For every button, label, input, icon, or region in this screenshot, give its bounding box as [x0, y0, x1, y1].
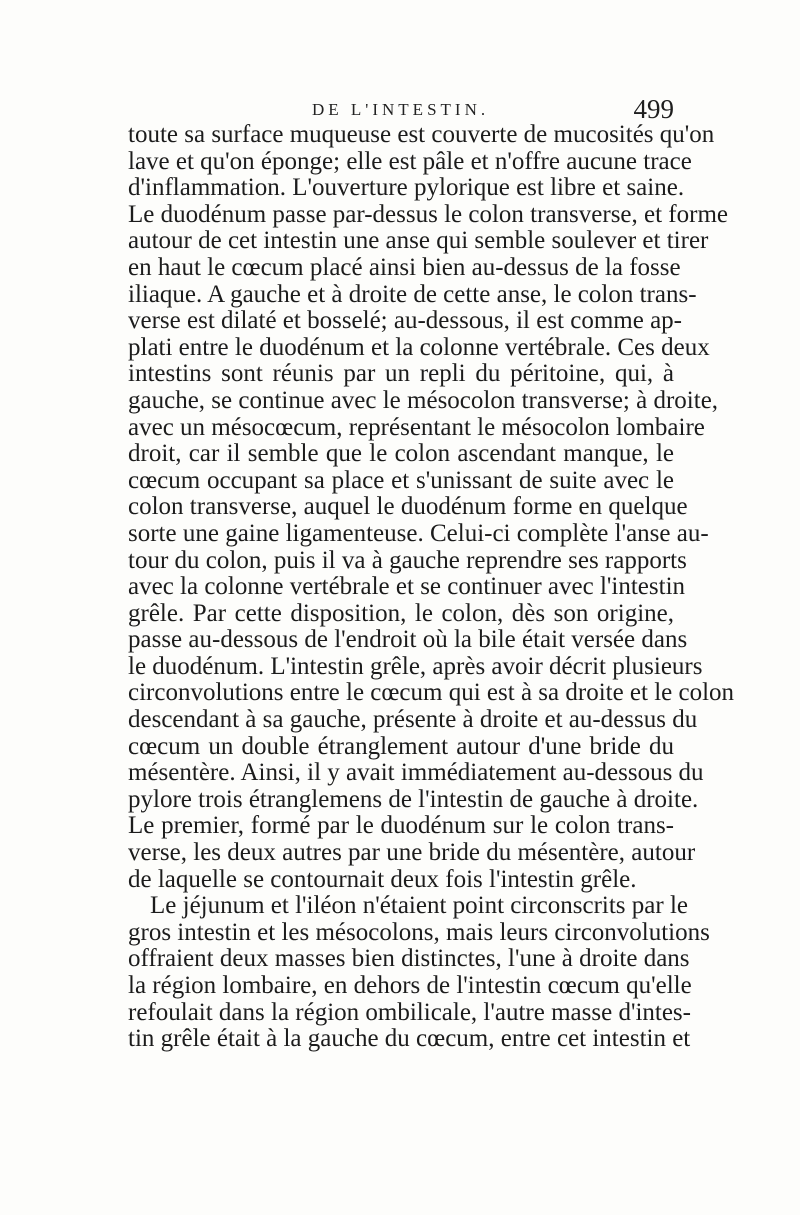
- page-number: 499: [633, 94, 674, 124]
- text-line: verse, les deux autres par une bride du mésentère, autour: [128, 839, 696, 867]
- text-line: iliaque. A gauche et à droite de cette anse, le colon trans-: [128, 280, 697, 308]
- text-line: offraient deux masses bien distinctes, l'une à droite dans: [128, 945, 690, 973]
- running-title: DE L'INTESTIN.: [312, 100, 490, 119]
- text-line: passe au-dessous de l'endroit où la bile était versée dans: [128, 626, 688, 654]
- text-line: Le jéjunum et l'iléon n'étaient point circonscrits par le: [150, 892, 689, 920]
- text-line: pylore trois étranglemens de l'intestin de gauche à droite.: [128, 785, 699, 813]
- text-line: descendant à sa gauche, présente à droite et au-dessus du: [128, 706, 698, 734]
- text-line: d'inflammation. L'ouverture pylorique est libre et saine.: [128, 174, 685, 202]
- body-text: [128, 121, 735, 1053]
- text-line: gauche, se continue avec le mésocolon transverse; à droite,: [128, 386, 719, 414]
- text-line: intestins sont réunis par un repli du péritoine, qui, à: [128, 360, 674, 388]
- text-line: en haut le cœcum placé ainsi bien au-dessus de la fosse: [128, 253, 681, 281]
- text-line: le duodénum. L'intestin grêle, après avoir décrit plusieurs: [128, 652, 703, 680]
- text-line: avec un mésocœcum, représentant le mésocolon lombaire: [128, 413, 705, 441]
- text-line: grêle. Par cette disposition, le colon, dès son origine,: [128, 599, 674, 627]
- text-line: lave et qu'on éponge; elle est pâle et n'offre aucune trace: [128, 147, 692, 175]
- text-line: avec la colonne vertébrale et se continuer avec l'intestin: [128, 573, 686, 601]
- text-line: la région lombaire, en dehors de l'intestin cœcum qu'elle: [128, 972, 692, 999]
- text-line: plati entre le duodénum et la colonne vertébrale. Ces deux: [128, 333, 710, 361]
- text-line: gros intestin et les mésocolons, mais leurs circonvolutions: [128, 918, 710, 946]
- text-line: droit, car il semble que le colon ascendant manque, le: [128, 440, 674, 468]
- text-line: autour de cet intestin une anse qui semble soulever et tirer: [128, 227, 709, 255]
- text-line: mésentère. Ainsi, il y avait immédiatement au-dessous du: [128, 759, 704, 787]
- text-line: cœcum occupant sa place et s'unissant de suite avec le: [128, 466, 674, 494]
- text-line: cœcum un double étranglement autour d'une bride du: [128, 732, 674, 760]
- text-line: circonvolutions entre le cœcum qui est à sa droite et le colon: [128, 679, 735, 707]
- text-line: tour du colon, puis il va à gauche reprendre ses rapports: [128, 546, 687, 574]
- text-line: Le duodénum passe par-dessus le colon transverse, et forme: [128, 200, 728, 228]
- text-line: verse est dilaté et bosselé; au-dessous, il est comme ap-: [128, 307, 683, 335]
- text-line: de laquelle se contournait deux fois l'intestin grêle.: [128, 865, 637, 893]
- text-line: colon transverse, auquel le duodénum forme en quelque: [128, 493, 688, 521]
- text-line: refoulait dans la région ombilicale, l'autre masse d'intes-: [128, 998, 691, 1026]
- text-line: tin grêle était à la gauche du cœcum, entre cet intestin et: [128, 1025, 691, 1053]
- text-line: Le premier, formé par le duodénum sur le colon trans-: [128, 812, 674, 840]
- text-line: sorte une gaine ligamenteuse. Celui-ci complète l'anse au-: [128, 519, 709, 547]
- text-line: toute sa surface muqueuse est couverte de mucosités qu'on: [128, 121, 715, 148]
